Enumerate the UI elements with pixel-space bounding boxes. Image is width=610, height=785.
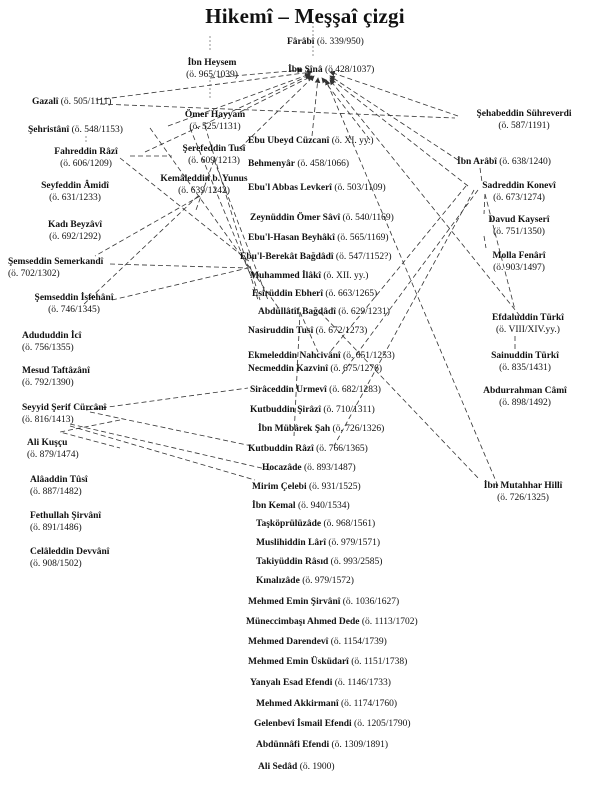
- node-emin-sirvani: [248, 596, 399, 608]
- node-name: Behmenyâr: [248, 159, 295, 169]
- node-name: Alâaddin Tûsî: [30, 475, 88, 485]
- node-date: (ö. 968/1561): [323, 519, 376, 529]
- node-date: (ö. 710/1311): [323, 405, 375, 415]
- node-date: (ö. 525/1131): [189, 122, 241, 132]
- node-date: (ö. 587/1191): [498, 121, 550, 131]
- node-name: Kutbuddin Şirâzî: [250, 405, 322, 415]
- node-date: (ö. 908/1502): [30, 559, 82, 569]
- link-omerhayyam-ibnsina: [240, 76, 312, 112]
- node-name: Mirim Çelebi: [252, 482, 307, 492]
- node-efdaluddin: [470, 312, 586, 336]
- node-date: (ö. 673/1274): [493, 193, 545, 203]
- node-kayseri: [464, 214, 574, 238]
- node-date: (ö. 1154/1739): [330, 637, 387, 647]
- node-date: (ö. 726/1325): [497, 493, 549, 503]
- node-name: Ebu Ubeyd Cüzcanî: [248, 136, 330, 146]
- node-date: (ö. 751/1350): [493, 227, 545, 237]
- node-ebheri: [252, 288, 377, 300]
- node-date: (ö. 682/1283): [329, 385, 381, 395]
- node-name: Kemâleddin b. Yunus: [160, 174, 248, 184]
- node-name: Ali Sedâd: [258, 762, 298, 772]
- node-date: (ö. 887/1482): [30, 487, 82, 497]
- node-date: (ö. 629/1231): [338, 307, 390, 317]
- node-date: (ö. 631/1233): [49, 193, 101, 203]
- link-semerkandi-ebheri: [110, 264, 248, 268]
- node-name: Efdaluddin Türkî: [492, 313, 564, 323]
- node-hocazade: [262, 462, 356, 474]
- node-date: (ö. 903/1497): [493, 263, 545, 273]
- node-yanyali: [250, 677, 391, 689]
- node-abdunnafi: [256, 739, 388, 751]
- node-name: Zeynüddin Ömer Sâvî: [250, 213, 341, 223]
- node-date: (ö. 1900): [299, 762, 335, 772]
- node-urmevi: [250, 384, 381, 396]
- node-date: (ö. 505/1111): [60, 97, 112, 107]
- node-date: (ö. 931/1525): [308, 482, 361, 492]
- node-name: Necmeddin Kazvinî: [248, 364, 328, 374]
- node-cami: [460, 385, 590, 409]
- node-date: (ö. 606/1209): [60, 159, 112, 169]
- node-ibnheysem: [162, 57, 262, 81]
- node-gelenbevi: [254, 718, 411, 730]
- link-curcani-urmevi: [86, 388, 248, 410]
- node-date: (ö. 898/1492): [499, 398, 551, 408]
- node-name: Müneccimbaşı Ahmed Dede: [246, 617, 360, 627]
- node-name: Mesud Taftâzânî: [22, 366, 90, 376]
- node-name: Taşköprülüzâde: [256, 519, 322, 529]
- node-nahcivani: [248, 350, 395, 362]
- node-name: Esirüddin Ebherî: [252, 289, 324, 299]
- node-behmenyar: [248, 158, 349, 170]
- node-name: Celâleddin Devvânî: [30, 547, 110, 557]
- node-date: (ö. 702/1302): [8, 269, 60, 279]
- node-ibnsina: [288, 64, 374, 76]
- node-date: (ö. 1113/1702): [361, 617, 418, 627]
- page-title: Hikemî – Meşşaî çizgi: [205, 4, 405, 28]
- node-name: Abdüllâtîf Bağdâdî: [258, 307, 336, 317]
- node-name: Abdurrahman Câmî: [483, 386, 567, 396]
- node-date: (ö. 540/1169): [342, 213, 394, 223]
- node-name: İbn Heysem: [187, 58, 237, 68]
- node-name: Ebu'l-Hasan Beyhâkî: [248, 233, 335, 243]
- node-name: Mehmed Emin Üsküdarî: [248, 657, 349, 667]
- node-name: Fethullah Şirvânî: [30, 511, 101, 521]
- node-date: (ö. 891/1486): [30, 523, 82, 533]
- link-curcani-kutbrazi: [90, 412, 252, 446]
- node-date: (ö. 1174/1760): [340, 699, 398, 709]
- node-name: Şehabeddin Sühreverdi: [476, 109, 572, 119]
- node-name: Şemseddin İsfehânî: [34, 293, 114, 303]
- node-date: (ö. 993/2585): [330, 557, 383, 567]
- node-name: Fârâbî: [287, 37, 315, 47]
- node-date: (ö. 1309/1891): [331, 740, 388, 750]
- node-konevi: [454, 180, 584, 204]
- node-date: (ö. 663/1265): [325, 289, 378, 299]
- node-date: (ö. 503/1109): [334, 183, 386, 193]
- node-ebulberekat: [240, 251, 392, 263]
- node-date: (ö. 548/1153): [71, 125, 123, 135]
- node-date: (ö. 965/1039): [186, 70, 238, 80]
- node-suhreverdi: [444, 108, 604, 132]
- node-kazvini: [248, 363, 382, 375]
- node-sainuddin: [470, 350, 580, 374]
- node-name: Muslihiddin Lârî: [256, 538, 326, 548]
- node-name: İbn Kemal: [252, 501, 296, 511]
- node-date: (ö. 651/1253): [343, 351, 395, 361]
- node-muneccimbasi: [246, 616, 418, 628]
- node-name: Mehmed Akkirmanî: [256, 699, 339, 709]
- link-ibnarabi-ibnsina: [330, 76, 458, 160]
- node-name: Şehristânî: [28, 125, 70, 135]
- node-name: İbn Sînâ: [288, 65, 323, 75]
- link-alikuscu-hocazade: [70, 424, 270, 470]
- node-gazali: [32, 96, 111, 108]
- node-name: Mehmed Emin Şirvânî: [248, 597, 341, 607]
- node-date: (ö. 609/1213): [188, 156, 240, 166]
- node-name: Kadı Beyzâvî: [47, 220, 103, 230]
- node-devvani: [30, 546, 109, 570]
- node-date: (ö. 339/950): [316, 37, 364, 47]
- node-name: İbn Mutahhar Hillî: [483, 481, 563, 491]
- node-kemaleddin: [144, 173, 264, 197]
- node-alisedad: [258, 761, 335, 773]
- node-date: (ö. 816/1413): [22, 415, 74, 425]
- node-name: Ekmeleddin Nahcivânî: [248, 351, 341, 361]
- node-name: Gazalî: [32, 97, 59, 107]
- node-date: (ö. VIII/XIV.yy.): [496, 325, 560, 335]
- node-semerkandi: [8, 256, 103, 280]
- node-date: (ö. 835/1431): [499, 363, 551, 373]
- node-hilli: [458, 480, 588, 504]
- node-date: (ö. 675/1276): [330, 364, 383, 374]
- node-name: Hocazâde: [262, 463, 302, 473]
- node-mirim: [252, 481, 361, 493]
- node-date: (ö. 940/1534): [297, 501, 350, 511]
- node-name: Adududdin İcî: [22, 331, 82, 341]
- node-name: Takiyüddin Râsıd: [256, 557, 329, 567]
- node-name: Muhammed İlâkî: [250, 271, 321, 281]
- node-date: (ö. 692/1292): [49, 232, 101, 242]
- node-alaaddin: [30, 474, 88, 498]
- node-name: Şemseddin Semerkandî: [8, 257, 104, 267]
- node-ibnkemal: [252, 500, 350, 512]
- node-isfehani: [12, 292, 136, 316]
- node-date: (ö. 726/1326): [332, 424, 385, 434]
- node-name: Seyfeddin Âmidî: [41, 181, 109, 191]
- node-date: (ö. 547/1152?): [335, 252, 392, 262]
- node-name: Ömer Hayyam: [184, 110, 246, 120]
- node-name: İbn Mübârek Şah: [258, 424, 331, 434]
- node-fethullah: [30, 510, 101, 534]
- node-date: (ö. 458/1066): [297, 159, 350, 169]
- node-date: (ö. 792/1390): [22, 378, 74, 388]
- node-date: (ö. 979/1571): [328, 538, 381, 548]
- node-name: Ebu'l-Berekât Bağdâdî: [240, 252, 334, 262]
- node-sehristani: [28, 124, 123, 136]
- node-date: (ö. 1205/1790): [354, 719, 411, 729]
- node-mubareksah: [258, 423, 384, 435]
- node-name: İbn Arâbî: [457, 157, 497, 167]
- node-darendevi: [248, 636, 387, 648]
- node-name: Molla Fenârî: [492, 251, 546, 261]
- node-date: (ö. 979/1572): [302, 576, 354, 586]
- node-name: Abdünnâfi Efendi: [256, 740, 330, 750]
- link-alikuscu-mirim: [70, 426, 255, 480]
- node-ebulabbas: [248, 182, 386, 194]
- node-date: (ö. 1146/1733): [334, 678, 391, 688]
- node-name: Ali Kuşçu: [27, 438, 68, 448]
- node-name: Sirâceddin Urmevî: [250, 385, 327, 395]
- node-taskopru: [256, 518, 375, 530]
- node-date: (ö. 672/1273): [315, 326, 368, 336]
- node-date: (ö. 565/1169): [337, 233, 389, 243]
- node-date: (ö. 766/1365): [316, 444, 368, 454]
- node-name: Gelenbevî İsmail Efendi: [254, 719, 352, 729]
- node-date: (ö.428/1037): [324, 65, 375, 75]
- node-farabi: [287, 36, 364, 48]
- node-zeynuddin: [250, 212, 394, 224]
- link-suhreverdi-ibnsina: [330, 72, 458, 116]
- node-ibnarabi: [457, 156, 551, 168]
- node-kadibeyzavi: [20, 219, 130, 243]
- node-name: Şerefeddin Tusî: [182, 144, 246, 154]
- node-date: (ö. 1151/1738): [351, 657, 408, 667]
- node-name: Davud Kayserî: [488, 215, 550, 225]
- node-akkirmani: [256, 698, 397, 710]
- node-date: (ö. 639/1242): [178, 186, 230, 196]
- link-konevi-ibnsina: [330, 78, 468, 186]
- node-takiyuddin: [256, 556, 382, 568]
- node-date: (ö. XII. yy.): [323, 271, 369, 281]
- link-gazali-suhreverdi: [100, 104, 455, 118]
- node-name: Nasiruddin Tusî: [248, 326, 314, 336]
- node-fahreddin: [36, 146, 136, 170]
- node-adududdin: [22, 330, 81, 354]
- node-date: (ö. 746/1345): [48, 305, 100, 315]
- node-name: Kınalızâde: [256, 576, 300, 586]
- node-name: Ebu'l Abbas Levkerî: [248, 183, 332, 193]
- node-name: Mehmed Darendevî: [248, 637, 329, 647]
- node-lari: [256, 537, 380, 549]
- node-uskudari: [248, 656, 407, 668]
- node-ebuubeyd: [248, 135, 374, 147]
- node-curcani: [22, 402, 106, 426]
- node-name: Kutbuddin Râzî: [248, 444, 314, 454]
- node-name: Sadreddin Konevî: [482, 181, 556, 191]
- node-seyfeddin: [20, 180, 130, 204]
- node-taftazani: [22, 365, 90, 389]
- node-date: (ö. 879/1474): [27, 450, 79, 460]
- node-alikuscu: [27, 437, 79, 461]
- node-omerhayyam: [170, 109, 260, 133]
- node-nasiruddin: [248, 325, 367, 337]
- node-name: Fahreddin Râzî: [54, 147, 118, 157]
- node-date: (ö. XI. yy.): [331, 136, 374, 146]
- node-date: (ö. 756/1355): [22, 343, 74, 353]
- node-ilaki: [250, 270, 368, 282]
- node-abdullatif: [258, 306, 390, 318]
- node-name: Sainuddin Türkî: [491, 351, 559, 361]
- node-ebulhasan: [248, 232, 389, 244]
- node-date: (ö. 1036/1627): [342, 597, 400, 607]
- node-kutbsirazi: [250, 404, 375, 416]
- node-fenari: [464, 250, 574, 274]
- link-kemaleddin-isfehani: [82, 196, 198, 306]
- node-date: (ö. 893/1487): [303, 463, 356, 473]
- node-kinalizade: [256, 575, 354, 587]
- link-ebuubeyd-ibnsina: [312, 78, 318, 136]
- node-name: Yanyalı Esad Efendi: [250, 678, 333, 688]
- node-name: Seyyid Şerif Cürcânî: [22, 403, 107, 413]
- node-date: (ö. 638/1240): [499, 157, 551, 167]
- node-kutbrazi: [248, 443, 368, 455]
